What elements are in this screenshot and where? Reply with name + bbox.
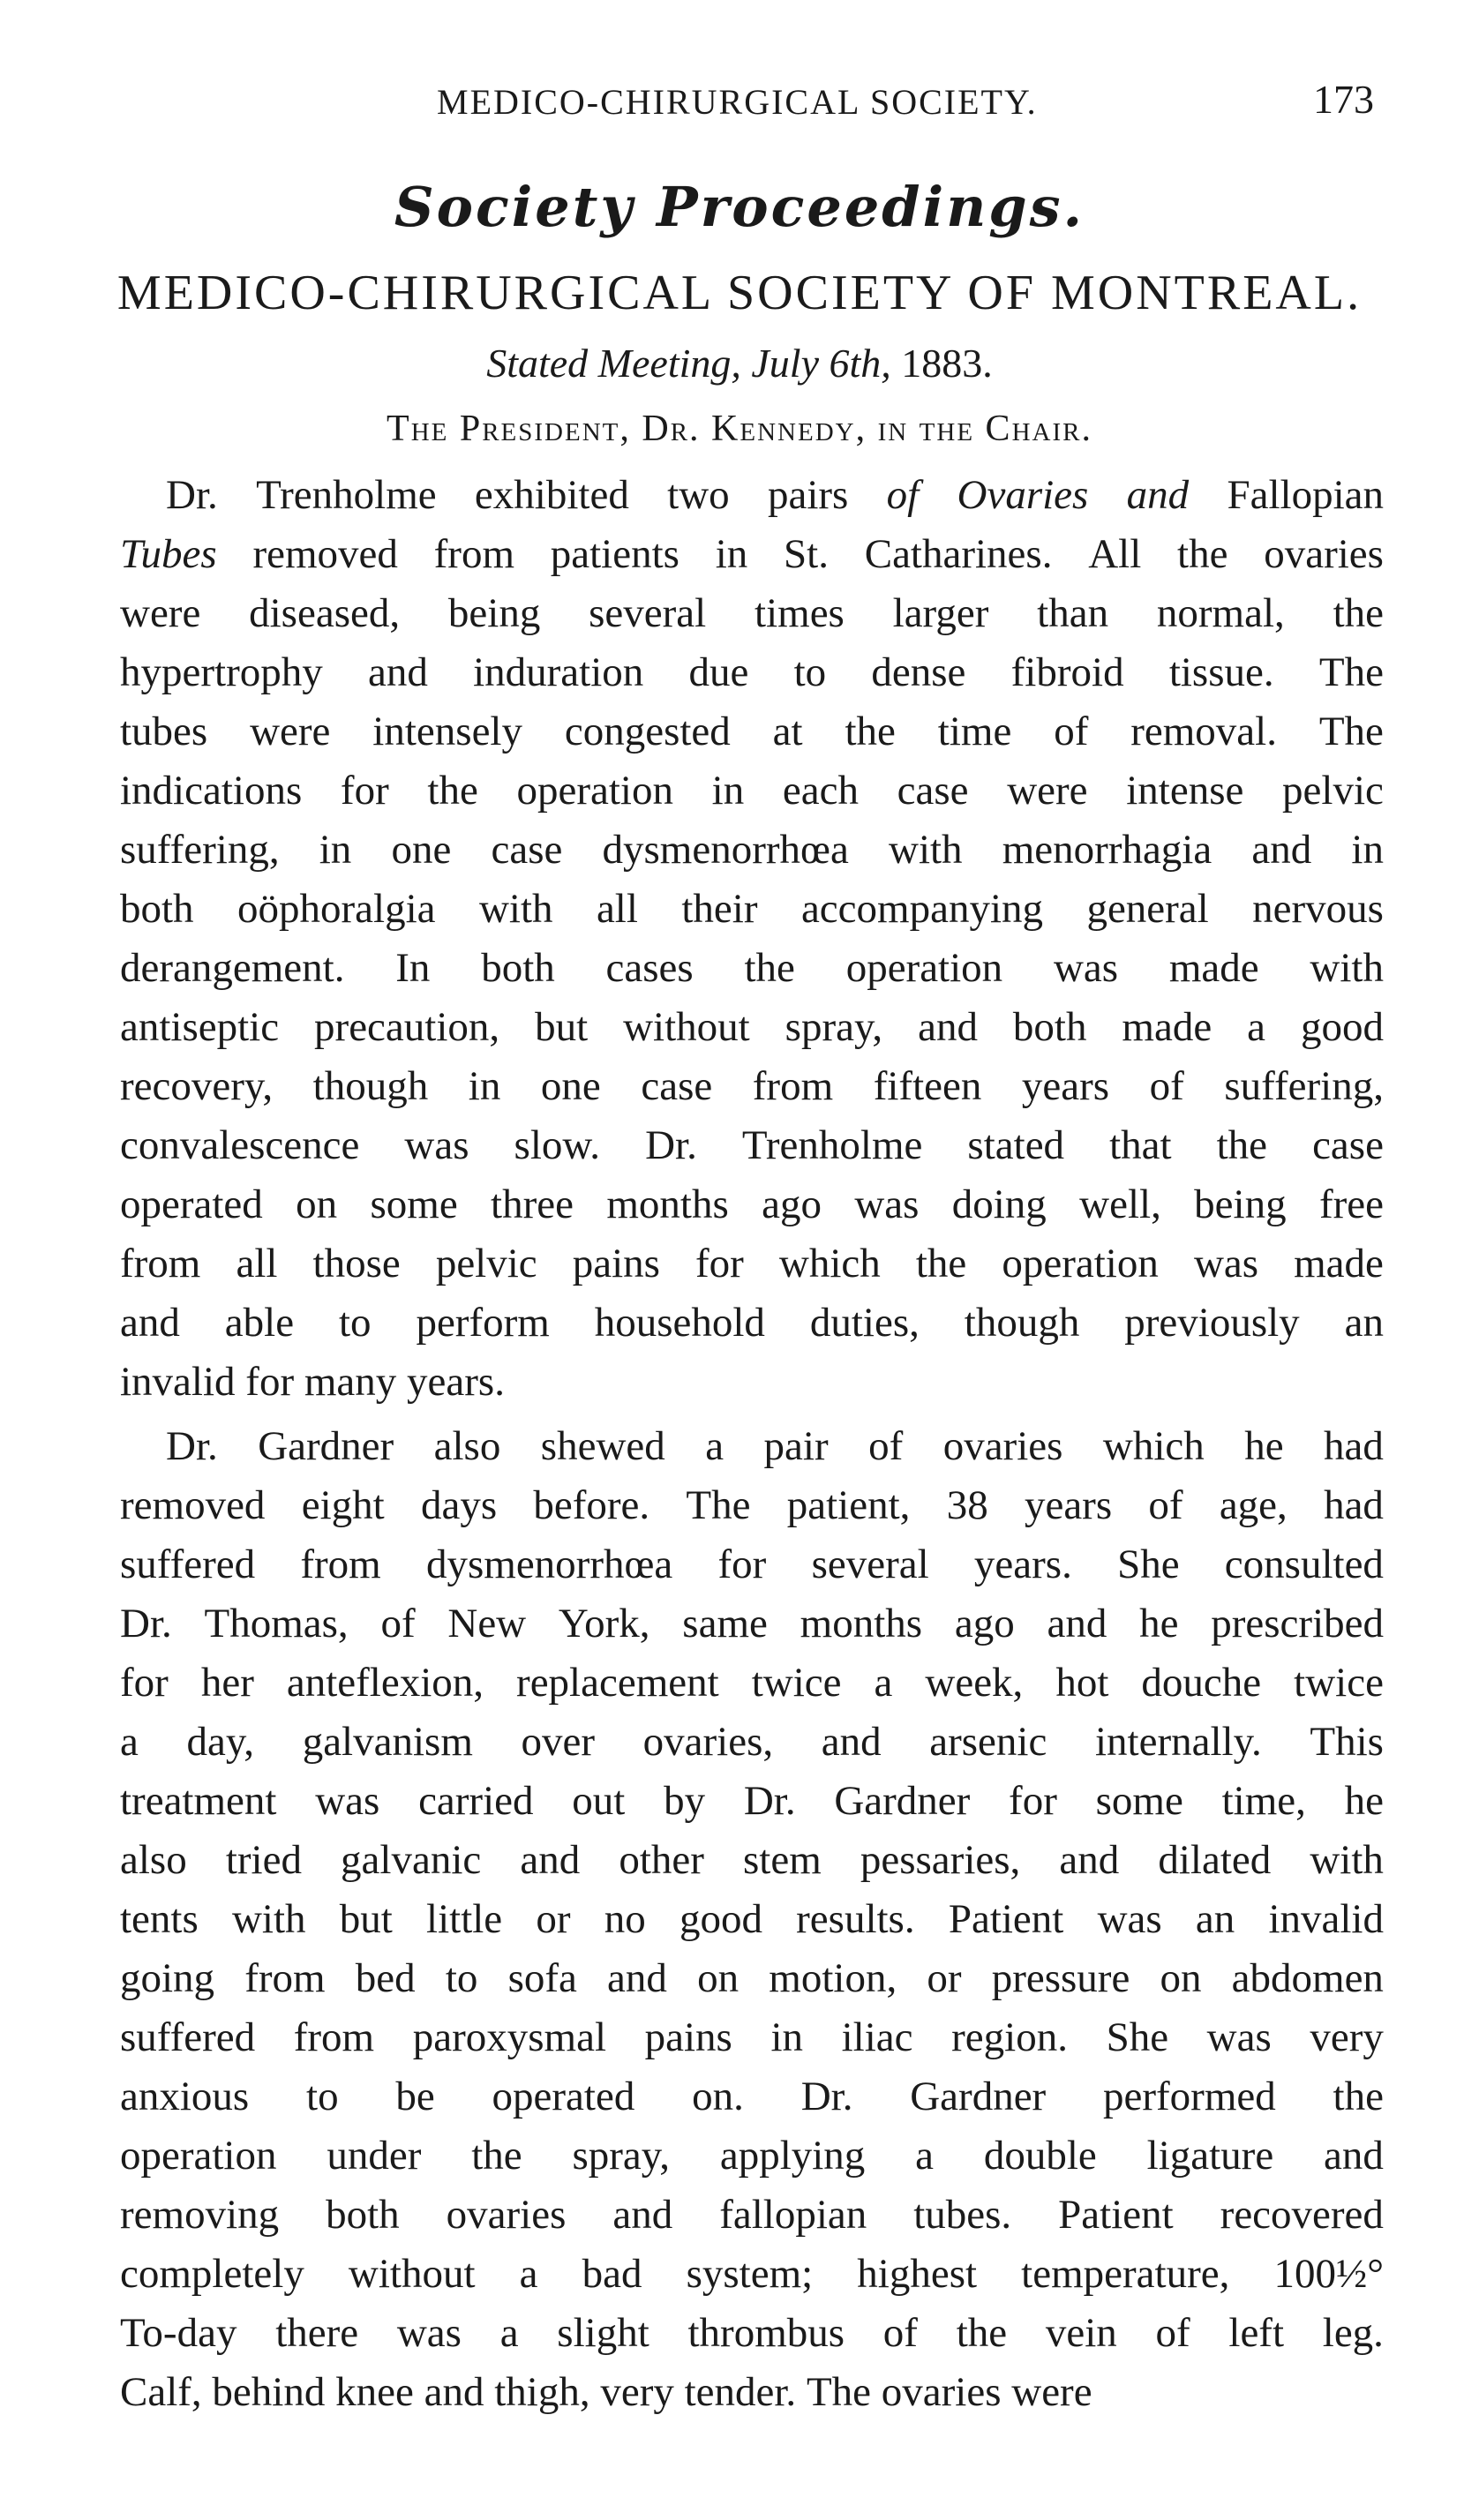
section-heading: Society Proceedings. xyxy=(394,175,1085,239)
text-line: recovery, though in one case from fifteen years of suffering, xyxy=(120,1063,1384,1109)
text-line: derangement. In both cases the operation was made with xyxy=(120,945,1384,991)
text-line: convalescence was slow. Dr. Trenholme stated that the case xyxy=(120,1122,1384,1168)
chair-line: The President, Dr. Kennedy, in the Chair. xyxy=(387,409,1092,449)
text-line: completely without a bad system; highest temperature, 100½° xyxy=(120,2251,1384,2297)
text-line: antiseptic precaution, but without spray, and both made a good xyxy=(120,1004,1384,1050)
text-line: suffered from dysmenorrhœa for several years. She consulted xyxy=(120,1541,1384,1587)
text-line: tubes were intensely congested at the time of removal. The xyxy=(120,709,1384,754)
text-line: removed eight days before. The patient, 38 years of age, had xyxy=(120,1482,1384,1528)
text-line: invalid for many years. xyxy=(120,1359,505,1405)
text-line: were diseased, being several times larger than normal, the xyxy=(120,590,1384,636)
text-line: going from bed to sofa and on motion, or pressure on abdomen xyxy=(120,1955,1384,2001)
text-line: suffered from paroxysmal pains in iliac region. She was very xyxy=(120,2014,1384,2060)
text-line: suffering, in one case dysmenorrhœa with menorrhagia and in xyxy=(120,827,1384,873)
text-line: and able to perform household duties, though previously an xyxy=(120,1300,1384,1346)
paragraph-gardner xyxy=(120,1417,1384,2422)
meeting-line xyxy=(0,340,1479,386)
text-line: anxious to be operated on. Dr. Gardner performed the xyxy=(120,2074,1384,2119)
text-line: Dr. Trenholme exhibited two pairs of Ovaries and Fallopian xyxy=(166,472,1384,518)
text-line: both oöphoralgia with all their accompanying general nervous xyxy=(120,886,1384,932)
text-line: tents with but little or no good results. Patient was an invalid xyxy=(120,1896,1384,1942)
running-head: MEDICO-CHIRURGICAL SOCIETY. xyxy=(437,82,1038,122)
text-line: Dr. Gardner also shewed a pair of ovaries which he had xyxy=(166,1423,1384,1469)
text-line: Calf, behind knee and thigh, very tender. The ovaries were xyxy=(120,2369,1092,2415)
page-number: 173 xyxy=(1313,77,1374,122)
text-line: for her anteflexion, replacement twice a week, hot douche twice xyxy=(120,1660,1384,1706)
text-line: removing both ovaries and fallopian tubes. Patient recovered xyxy=(120,2192,1384,2238)
text-line: indications for the operation in each case were intense pelvic xyxy=(120,768,1384,814)
meeting-label: Stated Meeting, July 6th, xyxy=(486,341,891,386)
text-line: operation under the spray, applying a double ligature and xyxy=(120,2133,1384,2179)
society-title: MEDICO-CHIRURGICAL SOCIETY OF MONTREAL. xyxy=(116,266,1363,320)
text-line: operated on some three months ago was doing well, being free xyxy=(120,1181,1384,1227)
text-line: also tried galvanic and other stem pessaries, and dilated with xyxy=(120,1837,1384,1883)
paragraph-trenholme xyxy=(120,466,1384,1412)
text-line: Tubes removed from patients in St. Catharines. All the ovaries xyxy=(120,531,1384,577)
text-line: treatment was carried out by Dr. Gardner for some time, he xyxy=(120,1778,1384,1824)
text-line: from all those pelvic pains for which the operation was made xyxy=(120,1241,1384,1286)
meeting-year: 1883. xyxy=(901,341,993,386)
text-line: a day, galvanism over ovaries, and arsenic internally. This xyxy=(120,1719,1384,1765)
text-line: hypertrophy and induration due to dense fibroid tissue. The xyxy=(120,649,1384,695)
text-line: Dr. Thomas, of New York, same months ago and he prescribed xyxy=(120,1601,1384,1646)
text-line: To-day there was a slight thrombus of the vein of left leg. xyxy=(120,2310,1384,2356)
